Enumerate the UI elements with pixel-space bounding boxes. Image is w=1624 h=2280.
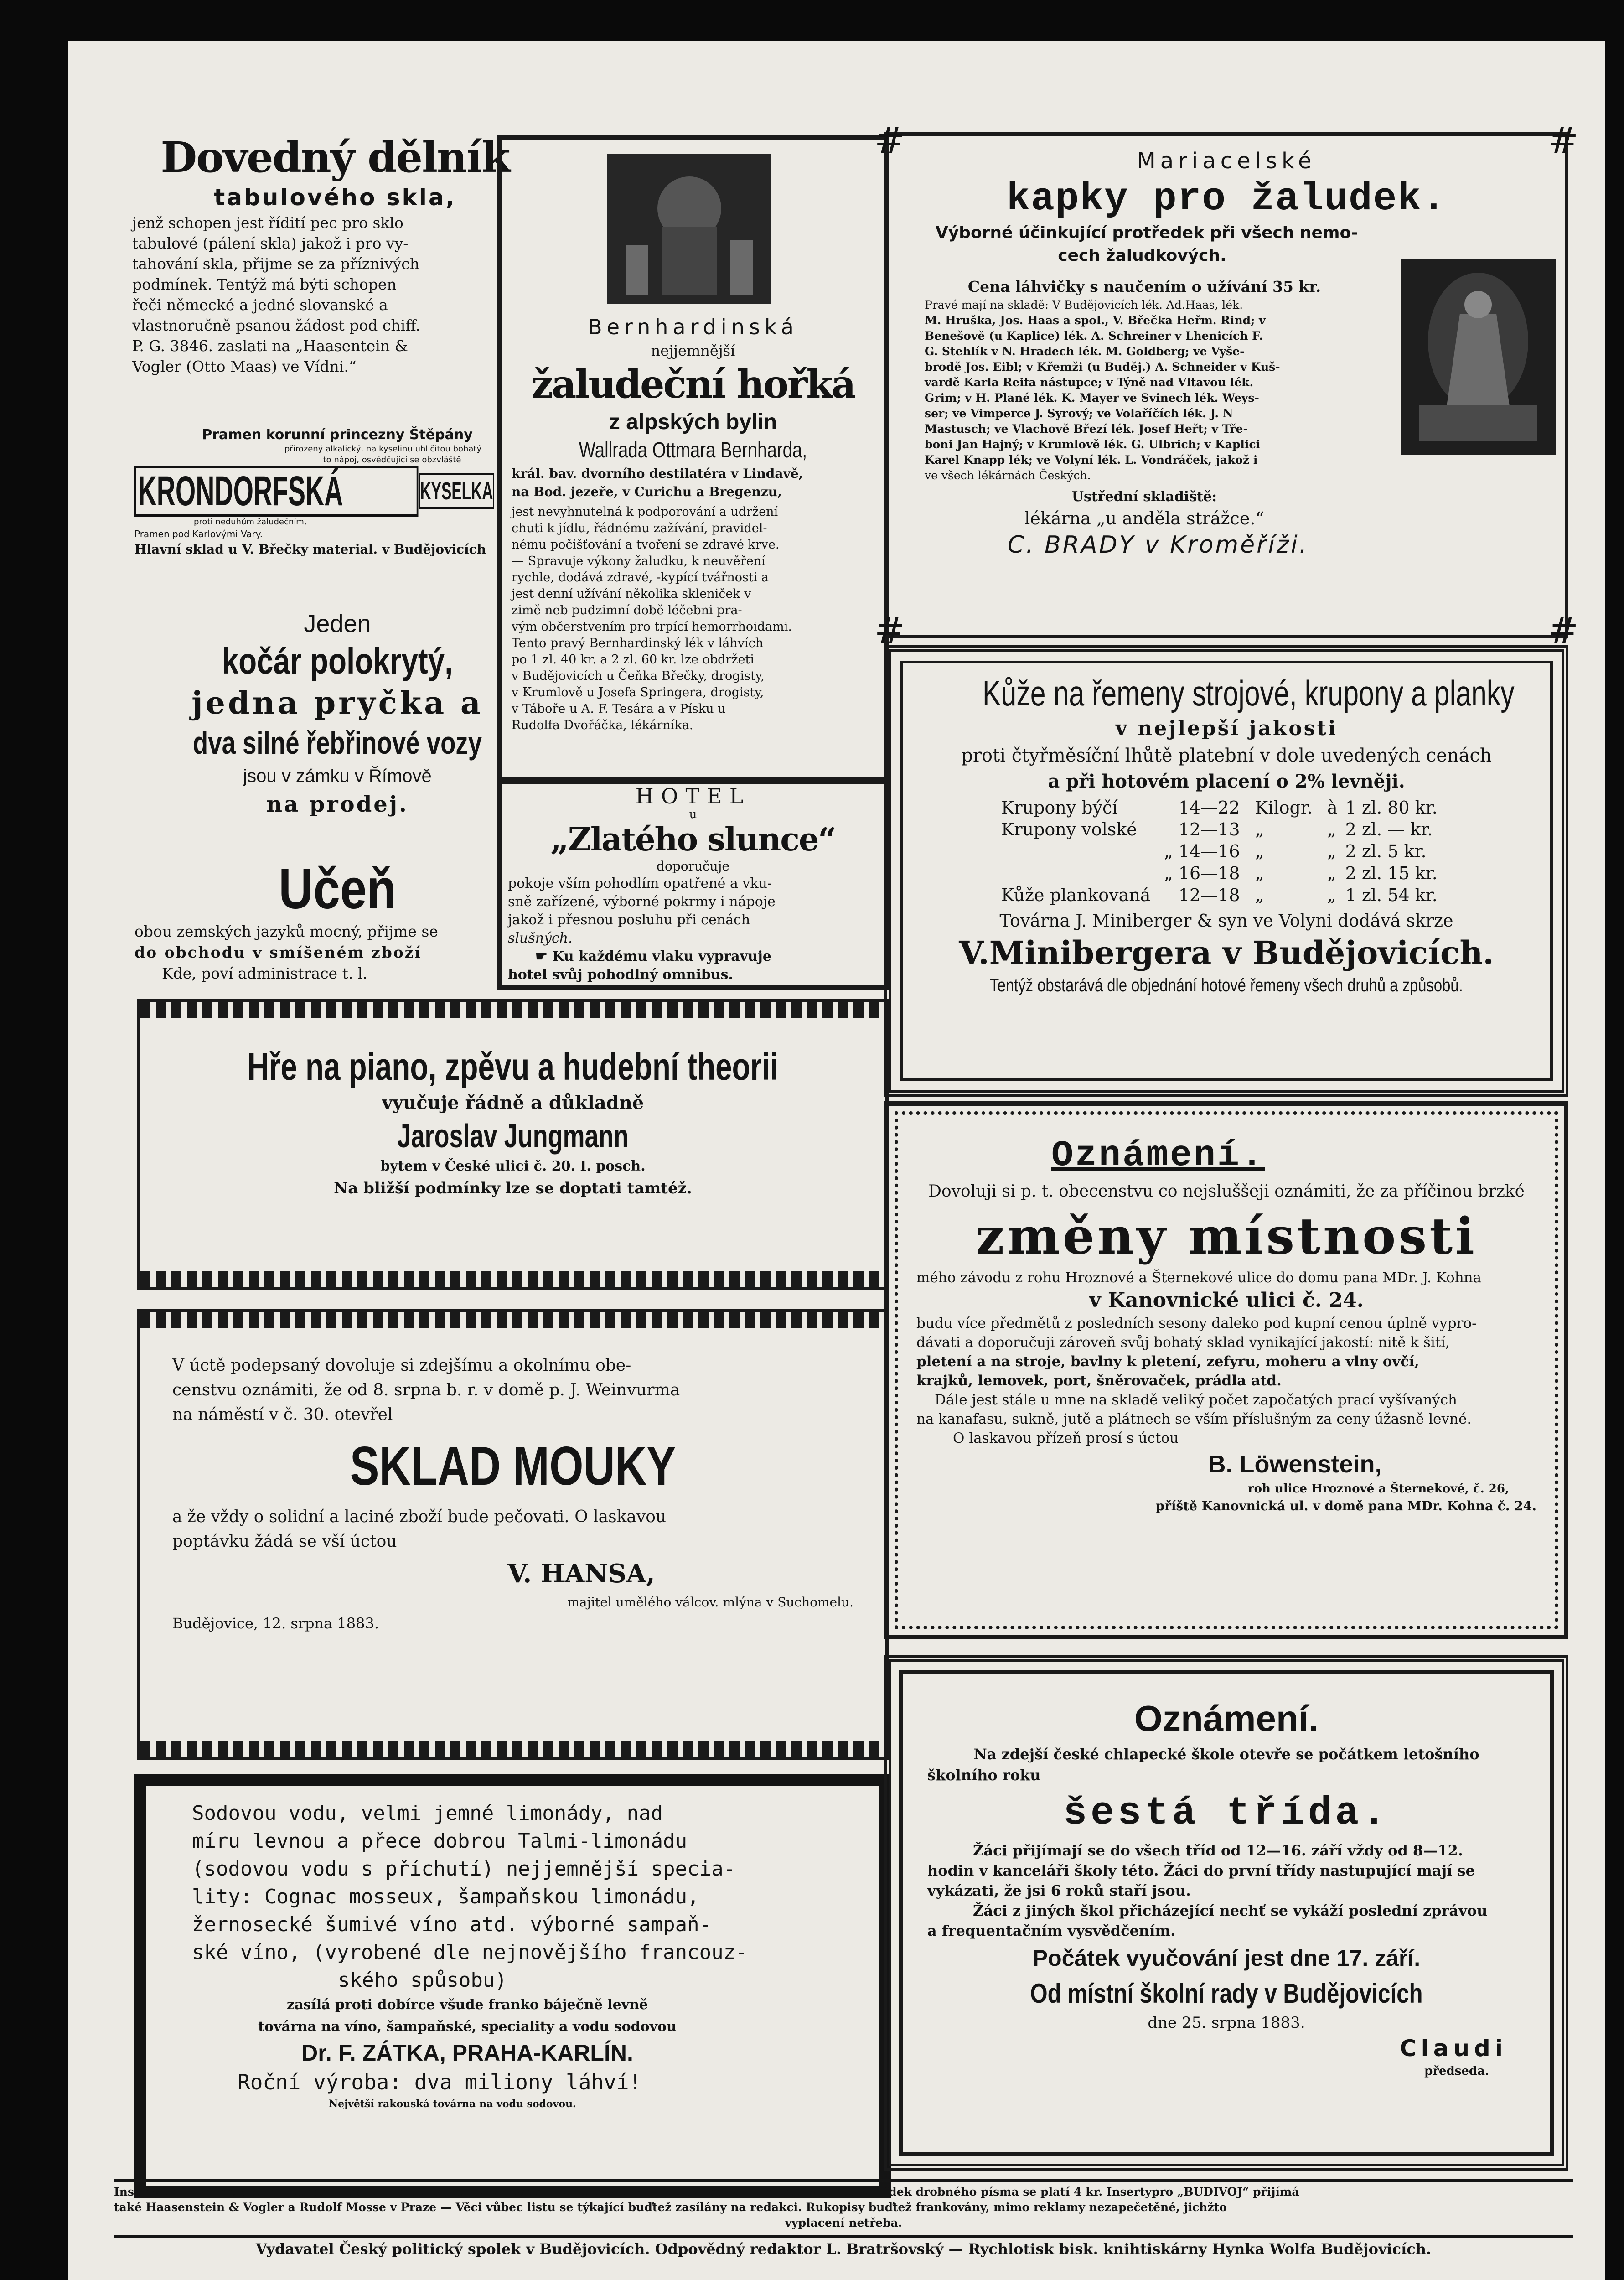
body-line: vykázati, že jsi 6 roků staří jsou.: [927, 1882, 1191, 1899]
mouka-line: poptávku žádá se vší úctou: [172, 1532, 397, 1551]
kocar-line: kočár polokrytý,: [222, 641, 453, 681]
body-line: slušných.: [508, 930, 573, 946]
kapky-line: lékárna „u anděla strážce.“: [1024, 508, 1264, 529]
table-row: [998, 797, 1454, 819]
table-cell: 14—16: [1178, 841, 1240, 861]
ucen-line: obou zemských jazyků mocný, přijme se: [134, 922, 438, 940]
table-row: [998, 840, 1454, 862]
newspaper-page: [68, 41, 1605, 2280]
ucen-title: Učeň: [279, 858, 396, 921]
body-line: jest nevyhnutelná k podporování a udržení: [512, 505, 778, 519]
sodovka-line: Největší rakouská továrna na vodu sodovou.: [329, 2098, 576, 2110]
madonna-illustration: [1401, 259, 1556, 455]
sodovka-line: továrna na víno, šampaňské, speciality a vodu sodovou: [258, 2019, 677, 2035]
kocar-line: na prodej.: [266, 792, 409, 817]
body-line: vardě Karla Reifa nástupce; v Týně nad Vltavou lék.: [925, 376, 1254, 389]
oznameni-2-sig: Claudi: [1399, 2035, 1507, 2062]
body-line: zimě neb pudzimní době léčebni pra-: [512, 603, 742, 617]
mouka-line: censtvu oznámiti, že od 8. srpna b. r. v domě p. J. Weinvurma: [172, 1381, 680, 1399]
body-line: v Táboře u A. F. Tesára a v Písku u: [512, 702, 726, 716]
oznameni-1-line: příště Kanovnická ul. v domě pana MDr. Kohna č. 24.: [1155, 1498, 1536, 1513]
kapky-body: [888, 297, 1381, 483]
body-line: Mastusch; ve Vlachově Březí lék. Josef Heřt; v Tře-: [925, 422, 1248, 435]
kapky-line: Ustřední skladiště:: [1071, 489, 1217, 505]
body-line: mého závodu z rohu Hroznové a Šternekové ulice do domu pana MDr. J. Kohna: [916, 1270, 1482, 1286]
kuze-line: Tentýž obstarává dle objednání hotové řemeny všech druhů a způsobů.: [990, 975, 1463, 995]
body-line: Žáci přijímají se do všech tříd od 12—16. září vždy od 8—12.: [973, 1842, 1463, 1859]
body-line: (sodovou vodu s příchutí) nejjemnější specia-: [192, 1857, 736, 1881]
ad-subtitle: tabulového skla,: [214, 184, 456, 211]
kuze-line: V.Minibergera v Budějovicích.: [959, 934, 1494, 972]
body-line: ské víno, (vyrobené dle nejnovějšího francouz-: [192, 1941, 748, 1964]
table-cell: 2 zl. — kr.: [1345, 819, 1433, 839]
ad-bernhardinska: [497, 135, 889, 782]
table-cell: „: [1164, 841, 1173, 861]
kapky-line: Mariacelské: [1137, 148, 1316, 174]
hotel-line: „Zlatého slunce“: [550, 820, 836, 858]
krondorf-line: přirozený alkalický, na kyselinu uhličitou bohatý: [284, 444, 482, 454]
oznameni-1-title: Oznámení.: [1051, 1135, 1265, 1176]
krondorf-line: proti neduhům žaludečním,: [194, 517, 307, 527]
body-line: jakož i přesnou posluhu při cenách: [508, 912, 750, 928]
kocar-line: jedna pryčka a: [191, 685, 483, 721]
table-cell: „: [1327, 885, 1336, 905]
body-line: Dále jest stále u mne na skladě veliký počet započatých prací vyšívaných: [935, 1392, 1458, 1408]
body-line: lity: Cognac mosseux, šampaňskou limonádu,: [192, 1885, 699, 1908]
decorative-border-top: [140, 1312, 885, 1328]
table-cell: 12—13: [1178, 819, 1240, 839]
ucen-line: Kde, poví administrace t. l.: [162, 964, 367, 982]
krondorf-brand-2: KYSELKA: [419, 473, 494, 509]
ad-oznameni-2: [884, 1655, 1568, 2171]
ad-title: Dovedný dělník: [160, 133, 510, 182]
body-line: jest denní užívání několika skleniček v: [512, 587, 751, 601]
oznameni-1-body: [916, 1268, 1536, 1448]
ad-kapky: [874, 119, 1578, 651]
table-row: [998, 819, 1454, 840]
table-cell: 1 zl. 80 kr.: [1345, 798, 1438, 818]
body-line: tabulové (pálení skla) jakož i pro vy-: [132, 234, 409, 252]
kapky-corner-bl: #: [874, 609, 905, 651]
decorative-border-bottom: [140, 1741, 885, 1757]
krondorf-brand: KRONDORFSKÁ: [134, 466, 418, 517]
oznameni-1-sig: B. Löwenstein,: [1208, 1451, 1382, 1478]
mouka-title: SKLAD MOUKY: [350, 1435, 676, 1497]
hotel-line: HOTEL: [635, 784, 751, 808]
table-cell: 14—22: [1178, 798, 1240, 818]
oznameni-1-line: Dovoluji si p. t. obecenstvu co nejsluššeji oznámiti, že za příčinou brzké: [928, 1182, 1525, 1201]
table-cell: 1 zl. 54 kr.: [1345, 885, 1438, 905]
mouka-line: majitel umělého válcov. mlýna v Suchomelu.: [567, 1595, 853, 1610]
kocar-line: Jeden: [304, 610, 371, 637]
kapky-line: cech žaludkových.: [1058, 246, 1226, 265]
table-cell: Kůže plankovaná: [1001, 885, 1151, 905]
sodovka-line: Roční výroba: dva miliony láhví!: [238, 2070, 642, 2094]
kuze-line: v nejlepší jakosti: [1115, 717, 1338, 740]
body-line: jenž schopen jest řídití pec pro sklo: [132, 214, 403, 232]
body-line: brodě Jos. Eibl; v Křemži (u Buděj.) A. Schneider v Kuš-: [925, 360, 1280, 373]
ad-dovedny-delnik: [132, 132, 538, 415]
table-cell: „: [1255, 863, 1264, 883]
body-line: pokoje vším pohodlím opatřené a vku-: [508, 876, 772, 891]
body-line: P. G. 3846. zaslati na „Haasentein &: [132, 337, 408, 355]
piano-line: bytem v České ulici č. 20. I. posch.: [380, 1158, 646, 1174]
body-line: žernosecké šumivé víno atd. výborné sampaň-: [192, 1913, 712, 1936]
decorative-border-bottom: [140, 1271, 885, 1287]
oznameni-2-line: šestá třída.: [1063, 1791, 1390, 1835]
body-line: ského spůsobu): [338, 1969, 507, 1992]
table-cell: Krupony volské: [1001, 819, 1137, 839]
body-line: tahování skla, přijme se za příznivých: [132, 255, 419, 273]
ad-sodovka: [134, 1774, 891, 2198]
madonna-icon: [1401, 259, 1556, 455]
oznameni-2-sig-2: předseda.: [1424, 2064, 1489, 2078]
ad-kocar: [134, 609, 540, 855]
krondorf-line: Pramen pod Karlovými Vary.: [134, 529, 263, 539]
ad-krondorf: [134, 426, 540, 600]
body-line: vlastnoručně psanou žádost pod chiff.: [132, 316, 420, 334]
mouka-line: V úctě podepsaný dovoluje si zdejšímu a okolnímu obe-: [172, 1356, 631, 1375]
monk-icon: [607, 154, 771, 304]
body-line: na kanafasu, sukně, jutě a plátnech se vším příslušným za ceny úžasně levné.: [916, 1411, 1472, 1427]
piano-line: Jaroslav Jungmann: [397, 1118, 629, 1155]
body-line: hotel svůj pohodlný omnibus.: [508, 967, 733, 983]
oznameni-1-line: roh ulice Hroznové a Šternekové, č. 26,: [1247, 1482, 1509, 1496]
footer-line: Vydavatel Český politický spolek v Budějovicích. Odpovědný redaktor L. Bratršovský — Rychlotisk bisk. knihtiskárny Hynka Wolfa Budějovicích.: [255, 2240, 1432, 2258]
kapky-corner-br: #: [1547, 609, 1578, 651]
oznameni-2-body: [927, 1840, 1526, 1941]
kocar-line: dva silné řebřinové vozy: [192, 725, 482, 761]
footer-rule: [114, 2235, 1573, 2238]
oznameni-2-line: Počátek vyučování jest dne 17. září.: [1032, 1945, 1421, 1971]
table-cell: 2 zl. 15 kr.: [1345, 863, 1438, 883]
hotel-body: [502, 875, 884, 984]
body-line: a frequentačním vysvědčením.: [927, 1922, 1176, 1939]
body-line: po 1 zl. 40 kr. a 2 zl. 60 kr. lze obdržeti: [512, 653, 755, 667]
kuze-line: proti čtyřměsíční lhůtě platební v dole uvedených cenách: [961, 745, 1492, 766]
body-line: ve všech lékárnách Českých.: [925, 469, 1091, 482]
krondorf-line: Hlavní sklad u V. Břečky material. v Budějovicích: [134, 542, 486, 557]
ucen-line: do obchodu v smíšeném zboží: [134, 943, 422, 961]
bernhard-line: z alpských bylin: [609, 410, 777, 434]
oznameni-2-title: Oznámení.: [1134, 1698, 1319, 1739]
piano-line: Hře na piano, zpěvu a hudební theorii: [247, 1045, 779, 1088]
body-line: míru levnou a přece dobrou Talmi-limonádu: [192, 1829, 688, 1853]
footer-line: vyplacení netřeba.: [785, 2216, 902, 2229]
table-cell: „: [1164, 863, 1173, 883]
mouka-line: a že vždy o solidní a laciné zboží bude pečovati. O laskavou: [172, 1508, 667, 1526]
kuze-line: Kůže na řemeny strojové, krupony a planky: [982, 673, 1515, 713]
decorative-border-top: [140, 1002, 885, 1018]
bernhard-line: král. bav. dvorního destilatéra v Lindavě,: [512, 466, 803, 481]
oznameni-2-line: Na zdejší české chlapecké škole otevře se počátkem letošního: [973, 1746, 1479, 1763]
bernhard-line: Wallrada Ottmara Bernharda,: [579, 438, 807, 462]
body-line: O laskavou přízeň prosí s úctou: [953, 1430, 1179, 1446]
table-cell: Kilogr.: [1255, 798, 1313, 818]
table-cell: 2 zl. 5 kr.: [1345, 841, 1427, 861]
kocar-line: jsou v zámku v Římově: [243, 766, 432, 786]
body-line: pletení a na stroje, bavlny k pletení, zefyru, moheru a vlny ovčí,: [916, 1353, 1419, 1370]
body-line: rychle, dodává zdravé, -kypící tvářnosti a: [512, 570, 769, 585]
body-line: vým občerstvením pro trpící hemorrhoidami.: [512, 620, 792, 634]
body-line: dávati a doporučuji zároveň svůj bohatý sklad vynikající jakostí: nitě k šití,: [916, 1334, 1450, 1351]
body-line: v Budějovicích u Čeňka Břečky, drogisty,: [512, 669, 765, 683]
mouka-line: na náměstí v č. 30. otevřel: [172, 1405, 393, 1424]
hand-pointer-icon: ☛: [535, 948, 553, 964]
sodovka-body: [192, 1799, 834, 1994]
bottle-illustration: [607, 154, 771, 304]
ad-ucen: [134, 857, 540, 1003]
ad-hotel: [497, 780, 889, 990]
body-line: nému počišťování a tvoření se zdravé krve.: [512, 538, 780, 552]
bernhard-line: na Bod. jezeře, v Curichu a Bregenzu,: [512, 484, 782, 499]
oznameni-1-line: změny místnosti: [976, 1207, 1477, 1265]
kapky-line: C. BRADY v Kroměříži.: [1007, 531, 1309, 559]
body-line: boni Jan Hajný; v Krumlově lék. G. Ulbrich; v Kaplici: [925, 438, 1261, 451]
table-row: [998, 884, 1454, 906]
ad-piano: [137, 999, 889, 1290]
sodovka-line: zasílá proti dobírce všude franko báječně levně: [286, 1997, 648, 2013]
kapky-corner-tr: #: [1547, 119, 1578, 161]
table-cell: „: [1255, 885, 1264, 905]
ad-kuze: [884, 645, 1568, 1097]
ad-body: [132, 212, 538, 377]
oznameni-2-line: Od místní školní rady v Budějovicích: [1030, 1978, 1423, 2009]
oznameni-2-line: dne 25. srpna 1883.: [1148, 2014, 1305, 2032]
table-cell: 12—18: [1178, 885, 1240, 905]
body-line: Tento pravý Bernhardinský lék v láhvích: [512, 636, 764, 650]
mouka-date: Budějovice, 12. srpna 1883.: [172, 1615, 379, 1632]
footer-rule: [114, 2179, 1573, 2182]
body-line: v Krumlově u Josefa Springera, drogisty,: [512, 685, 764, 700]
body-line: budu více předmětů z posledních sesony daleko pod kupní cenou úplně vypro-: [916, 1315, 1477, 1332]
bernhard-line: žaludeční hořká: [531, 362, 855, 407]
ad-oznameni-1: [884, 1101, 1568, 1639]
table-cell: „: [1255, 819, 1264, 839]
body-line: sně zařízené, výborné pokrmy i nápoje: [508, 894, 776, 910]
body-line: ser; ve Vimperce J. Syrový; ve Volaříčích lék. J. N: [925, 407, 1233, 420]
table-cell: „: [1327, 841, 1336, 861]
table-cell: „: [1327, 819, 1336, 839]
footer-line: Inserty přijímají se v administraci u pana Františka Bendy v divadelní ulici číslo 344. (Záložna) Za jeden čtyřsloupcový řádek drobného písma se platí 4 kr. Insertypro „BUDIVOJ“ přijímá: [114, 2185, 1299, 2198]
body-line: — Spravuje výkony žaludku, k neuvěření: [512, 554, 765, 568]
body-line: Benešově (u Kaplice) lék. A. Schreiner v Lhenicích F.: [925, 329, 1263, 342]
table-cell: Krupony býčí: [1001, 798, 1118, 818]
body-line: hodin v kanceláři školy této. Žáci do první třídy nastupující mají se: [927, 1862, 1475, 1879]
body-line: Rudolfa Dvořáčka, lékárníka.: [512, 718, 693, 732]
krondorf-brand-row: [134, 466, 540, 517]
table-row: [998, 862, 1454, 884]
body-line: Vogler (Otto Maas) ve Vídni.“: [132, 358, 357, 375]
hotel-line: doporučuje: [657, 859, 729, 874]
body-line: G. Stehlík v N. Hradech lék. M. Goldberg; ve Vyše-: [925, 345, 1245, 358]
body-line: řeči německé a jedné slovanské a: [132, 296, 388, 314]
kuze-line: a při hotovém placení o 2% levněji.: [1048, 771, 1405, 792]
sodovka-line: Dr. F. ZÁTKA, PRAHA-KARLÍN.: [301, 2040, 633, 2066]
table-cell: „: [1327, 863, 1336, 883]
kapky-line: kapky pro žaludek.: [1006, 176, 1447, 221]
krondorf-line: Pramen korunní princezny Štěpány: [202, 427, 473, 443]
piano-line: vyučuje řádně a důkladně: [382, 1092, 644, 1114]
hotel-line: u: [689, 808, 697, 821]
mouka-sig: V. HANSA,: [507, 1559, 655, 1589]
table-cell: „: [1255, 841, 1264, 861]
price-table: [998, 797, 1454, 906]
body-line: M. Hruška, Jos. Haas a spol., V. Břečka Heřm. Rind; v: [925, 314, 1266, 327]
kapky-corner-tl: #: [874, 119, 905, 161]
body-line: Žáci z jiných škol přicházející nechť se vykáží poslední zprávou: [973, 1902, 1488, 1919]
body-line: podmínek. Tentýž má býti schopen: [132, 275, 397, 293]
oznameni-2-line: školního roku: [927, 1767, 1041, 1784]
body-line: [508, 948, 878, 966]
bernhard-body: [502, 504, 884, 734]
kapky-line: Cena láhvičky s naučením o užívání 35 kr.: [967, 278, 1321, 295]
body-line: v Kanovnické ulici č. 24.: [1089, 1289, 1364, 1312]
body-line: chuti k jídlu, řádnému zažívání, pravidel-: [512, 521, 767, 535]
footer: [114, 2184, 1573, 2275]
footer-line: také Haasenstein & Vogler a Rudolf Mosse v Praze — Věci vůbec listu se týkající buďtež zasílány na redakci. Rukopisy buďtež frankovány, mimo reklamy nezapečetěné, jichžto: [114, 2201, 1227, 2214]
body-line: krajků, lemovek, port, šněrovaček, prádla atd.: [916, 1373, 1282, 1389]
bernhard-line: nejjemnější: [651, 342, 735, 359]
bernhard-line: Bernhardinská: [588, 315, 798, 339]
table-cell: à: [1327, 798, 1338, 818]
kapky-line: Výborné účinkující protředek při všech nemo-: [935, 223, 1358, 242]
kuze-line: Továrna J. Miniberger & syn ve Volyni dodává skrze: [999, 911, 1453, 931]
piano-line: Na bližší podmínky lze se doptati tamtéž.: [334, 1179, 692, 1197]
body-line: Sodovou vodu, velmi jemné limonády, nad: [192, 1802, 663, 1825]
body-line: Grim; v H. Plané lék. K. Mayer ve Svinech lék. Weys-: [925, 391, 1259, 404]
body-line: Karel Knapp lék; ve Volyní lék. L. Vondráček, jakož i: [925, 453, 1258, 466]
hotel-last: Ku každému vlaku vypravuje: [552, 948, 771, 964]
krondorf-line: to nápoj, osvědčující se obzvláště: [323, 455, 461, 465]
ad-mouka: [137, 1309, 889, 1760]
body-line: Pravé mají na skladě: V Budějovicích lék. Ad.Haas, lék.: [925, 298, 1243, 311]
table-cell: 16—18: [1178, 863, 1240, 883]
